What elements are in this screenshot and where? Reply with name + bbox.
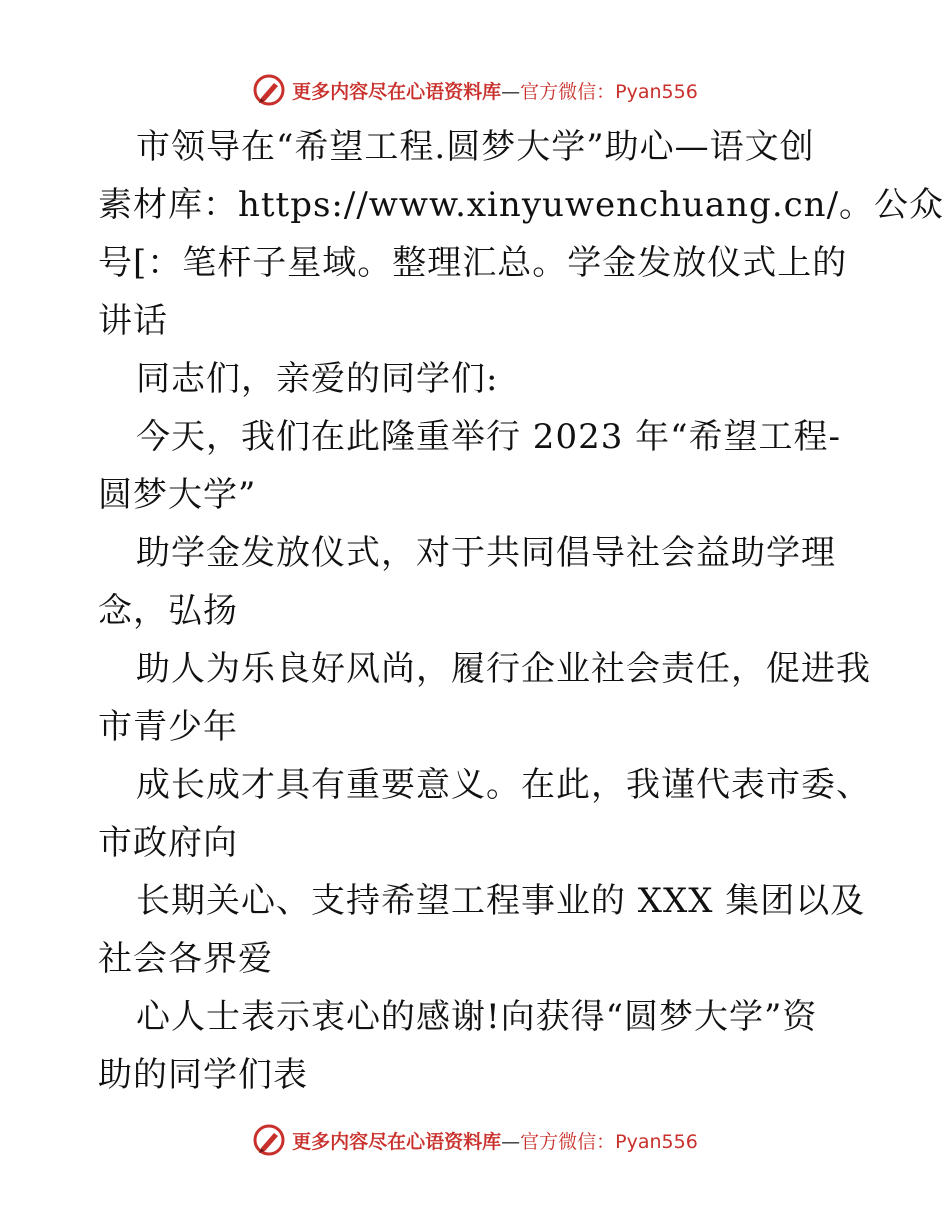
banner-text [292,1127,698,1154]
header-banner [0,68,950,112]
banner-text [292,77,698,104]
banner-brand: 更多内容尽在心语资料库 [292,80,502,103]
banner-wechat: 官方微信：Pyan556 [520,80,698,103]
text-line: 念，弘扬 [98,591,238,631]
text-line: 助学金发放仪式，对于共同倡导社会益助学理 [136,533,836,573]
text-line: 市领导在“希望工程.圆梦大学”助心—语文创 [136,127,815,167]
text-line: 素材库：https://www.xinyuwenchuang.cn/。公众 [98,185,945,225]
text-line: 圆梦大学” [98,475,257,515]
banner-separator: — [501,80,521,103]
pen-logo-icon [252,73,286,107]
text-line: 成长成才具有重要意义。在此，我谨代表市委、 [136,765,871,805]
text-line: 心人士表示衷心的感谢!向获得“圆梦大学”资 [136,997,818,1037]
pen-logo-icon [252,1123,286,1157]
text-line: 市青少年 [98,707,238,747]
text-line: 市政府向 [98,823,238,863]
text-line: 助人为乐良好风尚，履行企业社会责任，促进我 [136,649,871,689]
text-line: 同志们，亲爱的同学们: [136,359,499,399]
text-line: 助的同学们表 [98,1055,308,1095]
document-body [98,118,945,1104]
banner-brand: 更多内容尽在心语资料库 [292,1130,502,1153]
text-line: 社会各界爱 [98,939,273,979]
footer-banner [0,1118,950,1162]
text-line: 长期关心、支持希望工程事业的 XXX 集团以及 [136,881,866,921]
text-line: 号[：笔杆子星域。整理汇总。学金发放仪式上的 [98,243,848,283]
banner-separator: — [501,1130,521,1153]
text-line: 今天，我们在此隆重举行 2023 年“希望工程- [136,417,842,457]
banner-wechat: 官方微信：Pyan556 [520,1130,698,1153]
text-line: 讲话 [98,301,168,341]
